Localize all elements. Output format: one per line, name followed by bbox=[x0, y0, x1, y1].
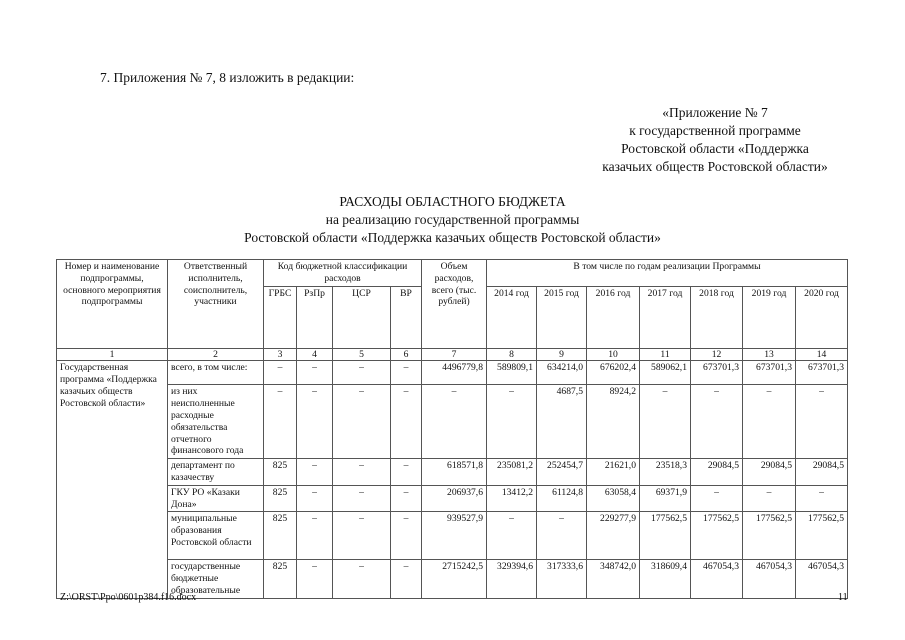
header-csr: ЦСР bbox=[333, 286, 391, 348]
header-row-1 bbox=[57, 260, 848, 287]
year-cell: 29084,5 bbox=[796, 459, 848, 486]
header-year-2016: 2016 год bbox=[587, 286, 640, 348]
year-cell: 467054,3 bbox=[796, 560, 848, 598]
year-cell: – bbox=[487, 385, 537, 459]
col-num: 13 bbox=[743, 348, 796, 361]
year-cell: 61124,8 bbox=[537, 485, 587, 512]
year-cell: 634214,0 bbox=[537, 361, 587, 385]
grbs-cell: 825 bbox=[264, 485, 297, 512]
year-cell: 676202,4 bbox=[587, 361, 640, 385]
year-cell: 317333,6 bbox=[537, 560, 587, 598]
year-cell: 673701,3 bbox=[743, 361, 796, 385]
col-num: 4 bbox=[297, 348, 333, 361]
appendix-line-2: к государственной программе bbox=[629, 123, 801, 138]
table-row bbox=[57, 512, 848, 560]
rzpr-cell: – bbox=[297, 512, 333, 560]
header-year-2019: 2019 год bbox=[743, 286, 796, 348]
header-executor: Ответственный исполнитель, соисполнитель, участники bbox=[168, 260, 264, 349]
executor-cell: государственные бюджетные образовательные bbox=[168, 560, 264, 598]
year-cell: 252454,7 bbox=[537, 459, 587, 486]
vr-cell: – bbox=[391, 512, 422, 560]
header-total: Объем расходов, всего (тыс. рублей) bbox=[422, 260, 487, 349]
year-cell: 69371,9 bbox=[640, 485, 691, 512]
col-num: 9 bbox=[537, 348, 587, 361]
year-cell: 467054,3 bbox=[743, 560, 796, 598]
title-line-1: РАСХОДЫ ОБЛАСТНОГО БЮДЖЕТА bbox=[339, 194, 566, 209]
executor-cell: из них неисполненные расходные обязательства отчетного финансового года bbox=[168, 385, 264, 459]
year-cell: 329394,6 bbox=[487, 560, 537, 598]
table-row bbox=[57, 485, 848, 512]
expenses-table bbox=[56, 259, 848, 599]
year-cell: 13412,2 bbox=[487, 485, 537, 512]
header-year-2018: 2018 год bbox=[691, 286, 743, 348]
executor-cell: департамент по казачеству bbox=[168, 459, 264, 486]
col-num: 6 bbox=[391, 348, 422, 361]
col-num: 1 bbox=[57, 348, 168, 361]
vr-cell: – bbox=[391, 485, 422, 512]
col-num: 2 bbox=[168, 348, 264, 361]
executor-cell: всего, в том числе: bbox=[168, 361, 264, 385]
year-cell: 4687,5 bbox=[537, 385, 587, 459]
total-cell: – bbox=[422, 385, 487, 459]
year-cell: – bbox=[743, 385, 796, 459]
header-name: Номер и наименование подпрограммы, основного мероприятия подпрограммы bbox=[57, 260, 168, 349]
col-num: 11 bbox=[640, 348, 691, 361]
year-cell: 229277,9 bbox=[587, 512, 640, 560]
title-line-3: Ростовской области «Поддержка казачьих обществ Ростовской области» bbox=[244, 230, 661, 245]
col-num: 10 bbox=[587, 348, 640, 361]
table-row bbox=[57, 361, 848, 385]
total-cell: 4496779,8 bbox=[422, 361, 487, 385]
vr-cell: – bbox=[391, 385, 422, 459]
year-cell: – bbox=[487, 512, 537, 560]
header-grbs: ГРБС bbox=[264, 286, 297, 348]
appendix-line-4: казачьих обществ Ростовской области» bbox=[602, 159, 828, 174]
table-row bbox=[57, 459, 848, 486]
csr-cell: – bbox=[333, 512, 391, 560]
year-cell: 177562,5 bbox=[691, 512, 743, 560]
year-cell: 673701,3 bbox=[796, 361, 848, 385]
year-cell: 589062,1 bbox=[640, 361, 691, 385]
col-num: 7 bbox=[422, 348, 487, 361]
total-cell: 618571,8 bbox=[422, 459, 487, 486]
rzpr-cell: – bbox=[297, 485, 333, 512]
total-cell: 206937,6 bbox=[422, 485, 487, 512]
year-cell: 235081,2 bbox=[487, 459, 537, 486]
col-num: 12 bbox=[691, 348, 743, 361]
executor-cell: ГКУ РО «Казаки Дона» bbox=[168, 485, 264, 512]
csr-cell: – bbox=[333, 560, 391, 598]
grbs-cell: 825 bbox=[264, 459, 297, 486]
header-year-2014: 2014 год bbox=[487, 286, 537, 348]
rzpr-cell: – bbox=[297, 560, 333, 598]
year-cell: 177562,5 bbox=[743, 512, 796, 560]
header-year-2015: 2015 год bbox=[537, 286, 587, 348]
rzpr-cell: – bbox=[297, 385, 333, 459]
grbs-cell: 825 bbox=[264, 512, 297, 560]
year-cell: 8924,2 bbox=[587, 385, 640, 459]
header-year-2020: 2020 год bbox=[796, 286, 848, 348]
year-cell: – bbox=[743, 485, 796, 512]
year-cell: 467054,3 bbox=[691, 560, 743, 598]
rzpr-cell: – bbox=[297, 459, 333, 486]
csr-cell: – bbox=[333, 459, 391, 486]
vr-cell: – bbox=[391, 459, 422, 486]
grbs-cell: – bbox=[264, 385, 297, 459]
year-cell: – bbox=[537, 512, 587, 560]
year-cell: 177562,5 bbox=[640, 512, 691, 560]
title-line-2: на реализацию государственной программы bbox=[325, 212, 580, 227]
header-vr: ВР bbox=[391, 286, 422, 348]
year-cell: 589809,1 bbox=[487, 361, 537, 385]
column-number-row bbox=[57, 348, 848, 361]
grbs-cell: – bbox=[264, 361, 297, 385]
csr-cell: – bbox=[333, 361, 391, 385]
year-cell: 673701,3 bbox=[691, 361, 743, 385]
year-cell: 29084,5 bbox=[743, 459, 796, 486]
year-cell: 177562,5 bbox=[796, 512, 848, 560]
year-cell: – bbox=[640, 385, 691, 459]
header-budget-code: Код бюджетной классификации расходов bbox=[264, 260, 422, 287]
total-cell: 939527,9 bbox=[422, 512, 487, 560]
year-cell: – bbox=[691, 385, 743, 459]
vr-cell: – bbox=[391, 560, 422, 598]
header-by-years: В том числе по годам реализации Программы bbox=[487, 260, 848, 287]
appendix-heading bbox=[560, 104, 870, 176]
executor-cell: муниципальные образования Ростовской области bbox=[168, 512, 264, 560]
vr-cell: – bbox=[391, 361, 422, 385]
col-num: 14 bbox=[796, 348, 848, 361]
document-title bbox=[0, 193, 905, 247]
year-cell: 318609,4 bbox=[640, 560, 691, 598]
col-num: 5 bbox=[333, 348, 391, 361]
year-cell: 23518,3 bbox=[640, 459, 691, 486]
year-cell: – bbox=[796, 485, 848, 512]
rzpr-cell: – bbox=[297, 361, 333, 385]
year-cell: 63058,4 bbox=[587, 485, 640, 512]
program-name-cell: Государственная программа «Поддержка казачьих обществ Ростовской области» bbox=[57, 361, 168, 598]
year-cell: – bbox=[796, 385, 848, 459]
table-row bbox=[57, 385, 848, 459]
col-num: 3 bbox=[264, 348, 297, 361]
year-cell: 29084,5 bbox=[691, 459, 743, 486]
grbs-cell: 825 bbox=[264, 560, 297, 598]
csr-cell: – bbox=[333, 485, 391, 512]
csr-cell: – bbox=[333, 385, 391, 459]
intro-text: 7. Приложения № 7, 8 изложить в редакции: bbox=[100, 70, 355, 85]
footer-file-path: Z:\ORST\Ppo\0601p384.f16.docx bbox=[60, 592, 197, 603]
col-num: 8 bbox=[487, 348, 537, 361]
page-number: 11 bbox=[838, 592, 848, 603]
year-cell: – bbox=[691, 485, 743, 512]
header-year-2017: 2017 год bbox=[640, 286, 691, 348]
header-rzpr: РзПр bbox=[297, 286, 333, 348]
appendix-line-1: «Приложение № 7 bbox=[662, 105, 768, 120]
appendix-line-3: Ростовской области «Поддержка bbox=[621, 141, 809, 156]
total-cell: 2715242,5 bbox=[422, 560, 487, 598]
year-cell: 21621,0 bbox=[587, 459, 640, 486]
year-cell: 348742,0 bbox=[587, 560, 640, 598]
